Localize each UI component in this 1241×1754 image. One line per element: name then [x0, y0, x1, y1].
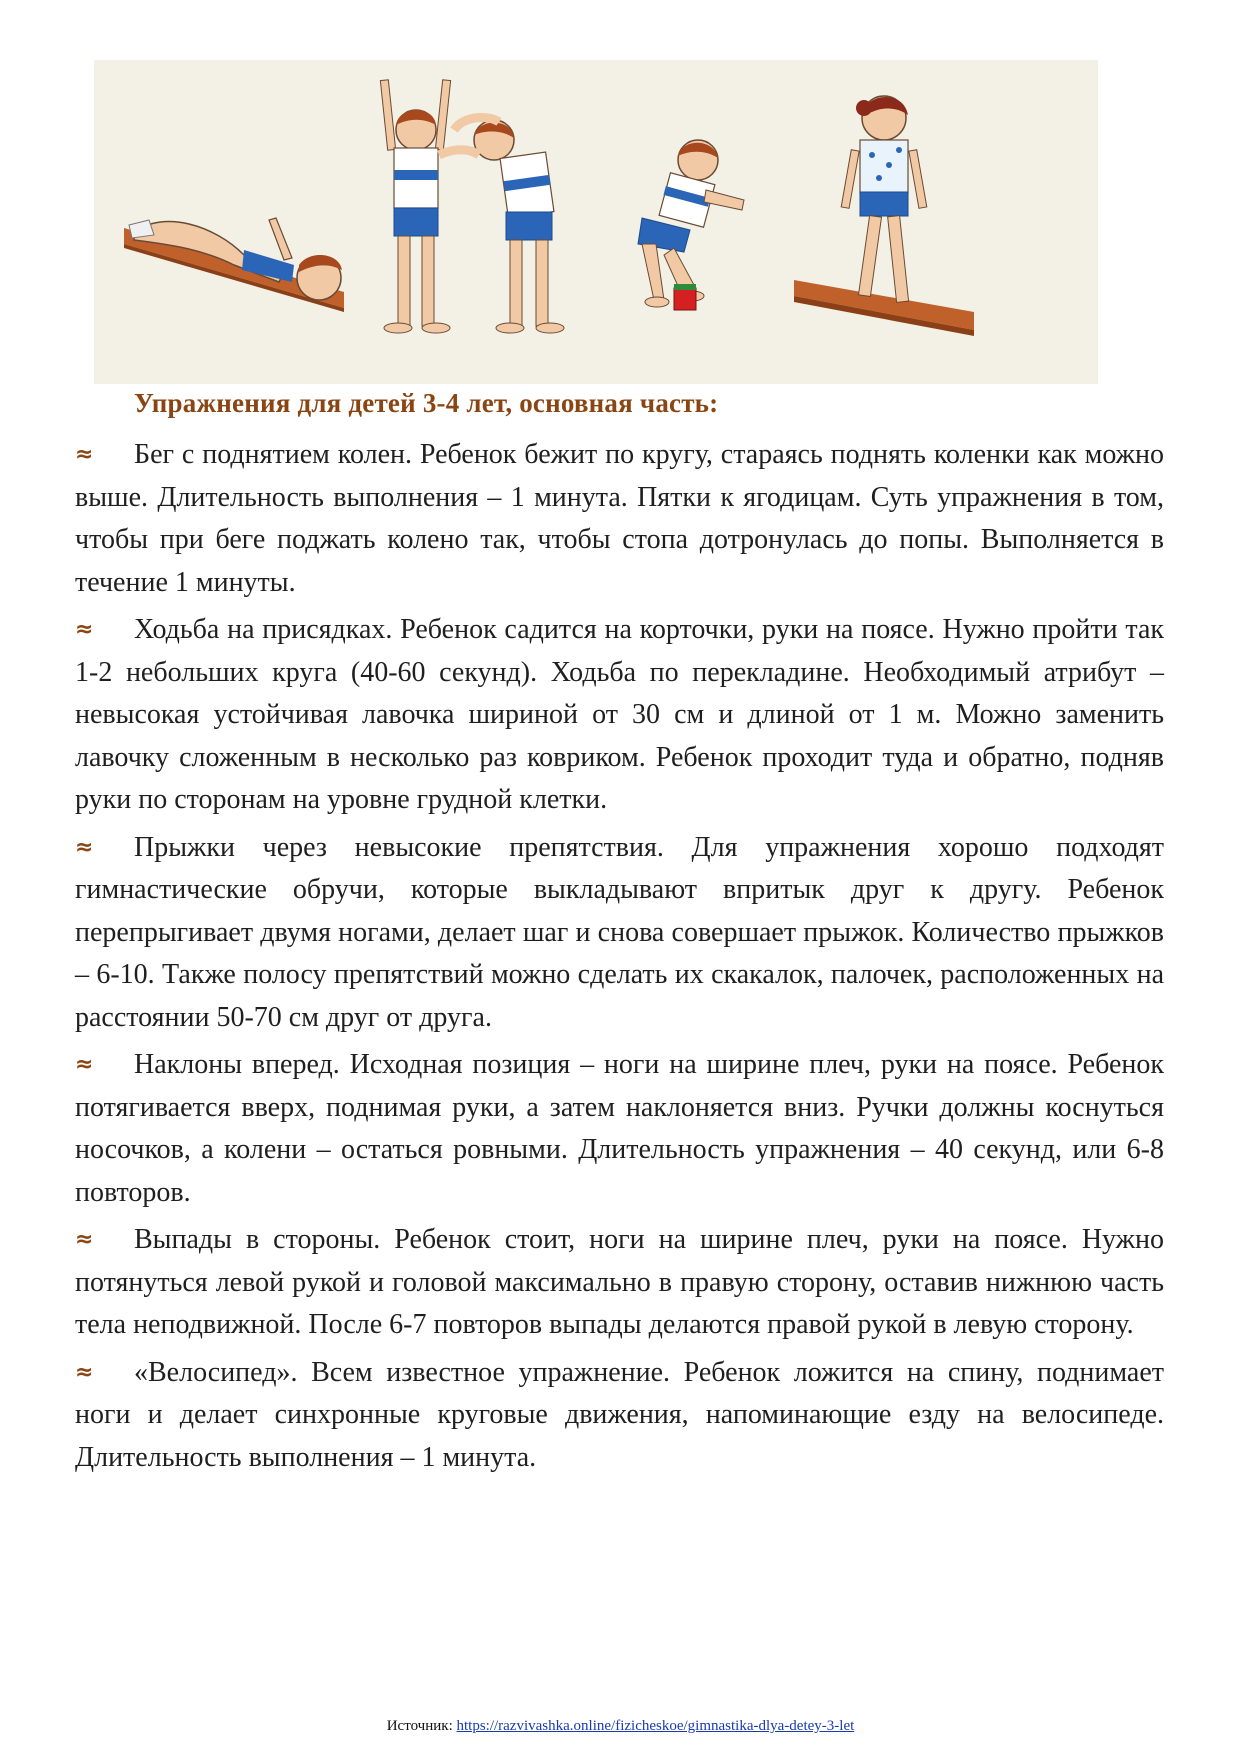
bullet-icon: ≈	[75, 1052, 94, 1077]
figure-walking-on-plank	[794, 96, 974, 336]
figure-side-bend	[439, 117, 564, 333]
list-item	[75, 609, 1164, 822]
figure-squat-with-cube	[638, 140, 744, 310]
list-item-text: Бег с поднятием колен. Ребенок бежит по кругу, стараясь поднять коленки как можно выше. Длительность выполнения – 1 минута. Пятки к ягодицам. Суть упражнения в том, чтобы при беге поджать колено так, чтобы стопа дотронулась до попы. Выполняется в течение 1 минуты.	[75, 439, 1164, 598]
list-item-text: Прыжки через невысокие препятствия. Для упражнения хорошо подходят гимнастические обручи, которые выкладывают впритык друг к другу. Ребенок перепрыгивает двумя ногами, делает шаг и снова совершает прыжок. Количество прыжков – 6-10. Также полосу препятствий можно сделать их скакалок, палочек, расположенных на расстоянии 50-70 см друг от друга.	[75, 831, 1164, 1033]
figure-lying-on-plank	[124, 218, 344, 312]
bullet-icon: ≈	[75, 617, 94, 642]
list-item	[75, 1352, 1164, 1480]
source-label: Источник:	[386, 1718, 457, 1734]
list-item	[75, 1219, 1164, 1347]
bullet-icon: ≈	[75, 1359, 94, 1385]
bullet-icon: ≈	[75, 442, 94, 467]
source-footer	[0, 1718, 1241, 1735]
list-item-text: Наклоны вперед. Исходная позиция – ноги на ширине плеч, руки на поясе. Ребенок потягивается вверх, поднимая руки, а затем наклоняется вниз. Ручки должны коснуться носочков, а колени – остаться ровными. Длительность упражнения – 40 секунд, или 6-8 повторов.	[75, 1049, 1164, 1208]
exercise-illustration	[94, 60, 1098, 384]
list-item-text: Выпады в стороны. Ребенок стоит, ноги на ширине плеч, руки на поясе. Нужно потянуться левой рукой и головой максимально в правую сторону, оставив нижнюю часть тела неподвижной. После 6-7 повторов выпады делаются правой рукой в левую сторону.	[75, 1224, 1164, 1340]
section-heading: Упражнения для детей 3-4 лет, основная часть:	[134, 388, 719, 418]
bullet-icon: ≈	[75, 834, 94, 860]
list-item-text: «Велосипед». Всем известное упражнение. Ребенок ложится на спину, поднимает ноги и делает синхронные круговые движения, напоминающие езду на велосипеде. Длительность выполнения – 1 минута.	[75, 1356, 1164, 1473]
exercise-list	[75, 434, 1164, 1484]
source-link[interactable]: https://razvivashka.online/fizicheskoe/gimnastika-dlya-detey-3-let	[456, 1718, 855, 1734]
list-item	[75, 1044, 1164, 1214]
list-item	[75, 827, 1164, 1040]
figure-arms-up	[380, 80, 450, 333]
list-item-text: Ходьба на присядках. Ребенок садится на корточки, руки на поясе. Нужно пройти так 1-2 небольших круга (40-60 секунд). Ходьба по перекладине. Необходимый атрибут – невысокая устойчивая лавочка шириной от 30 см и длиной от 1 м. Можно заменить лавочку сложенным в несколько раз ковриком. Ребенок проходит туда и обратно, подняв руки по сторонам на уровне грудной клетки.	[75, 614, 1164, 815]
children-exercising-drawing	[94, 60, 1098, 384]
bullet-icon: ≈	[75, 1227, 94, 1252]
list-item	[75, 434, 1164, 604]
